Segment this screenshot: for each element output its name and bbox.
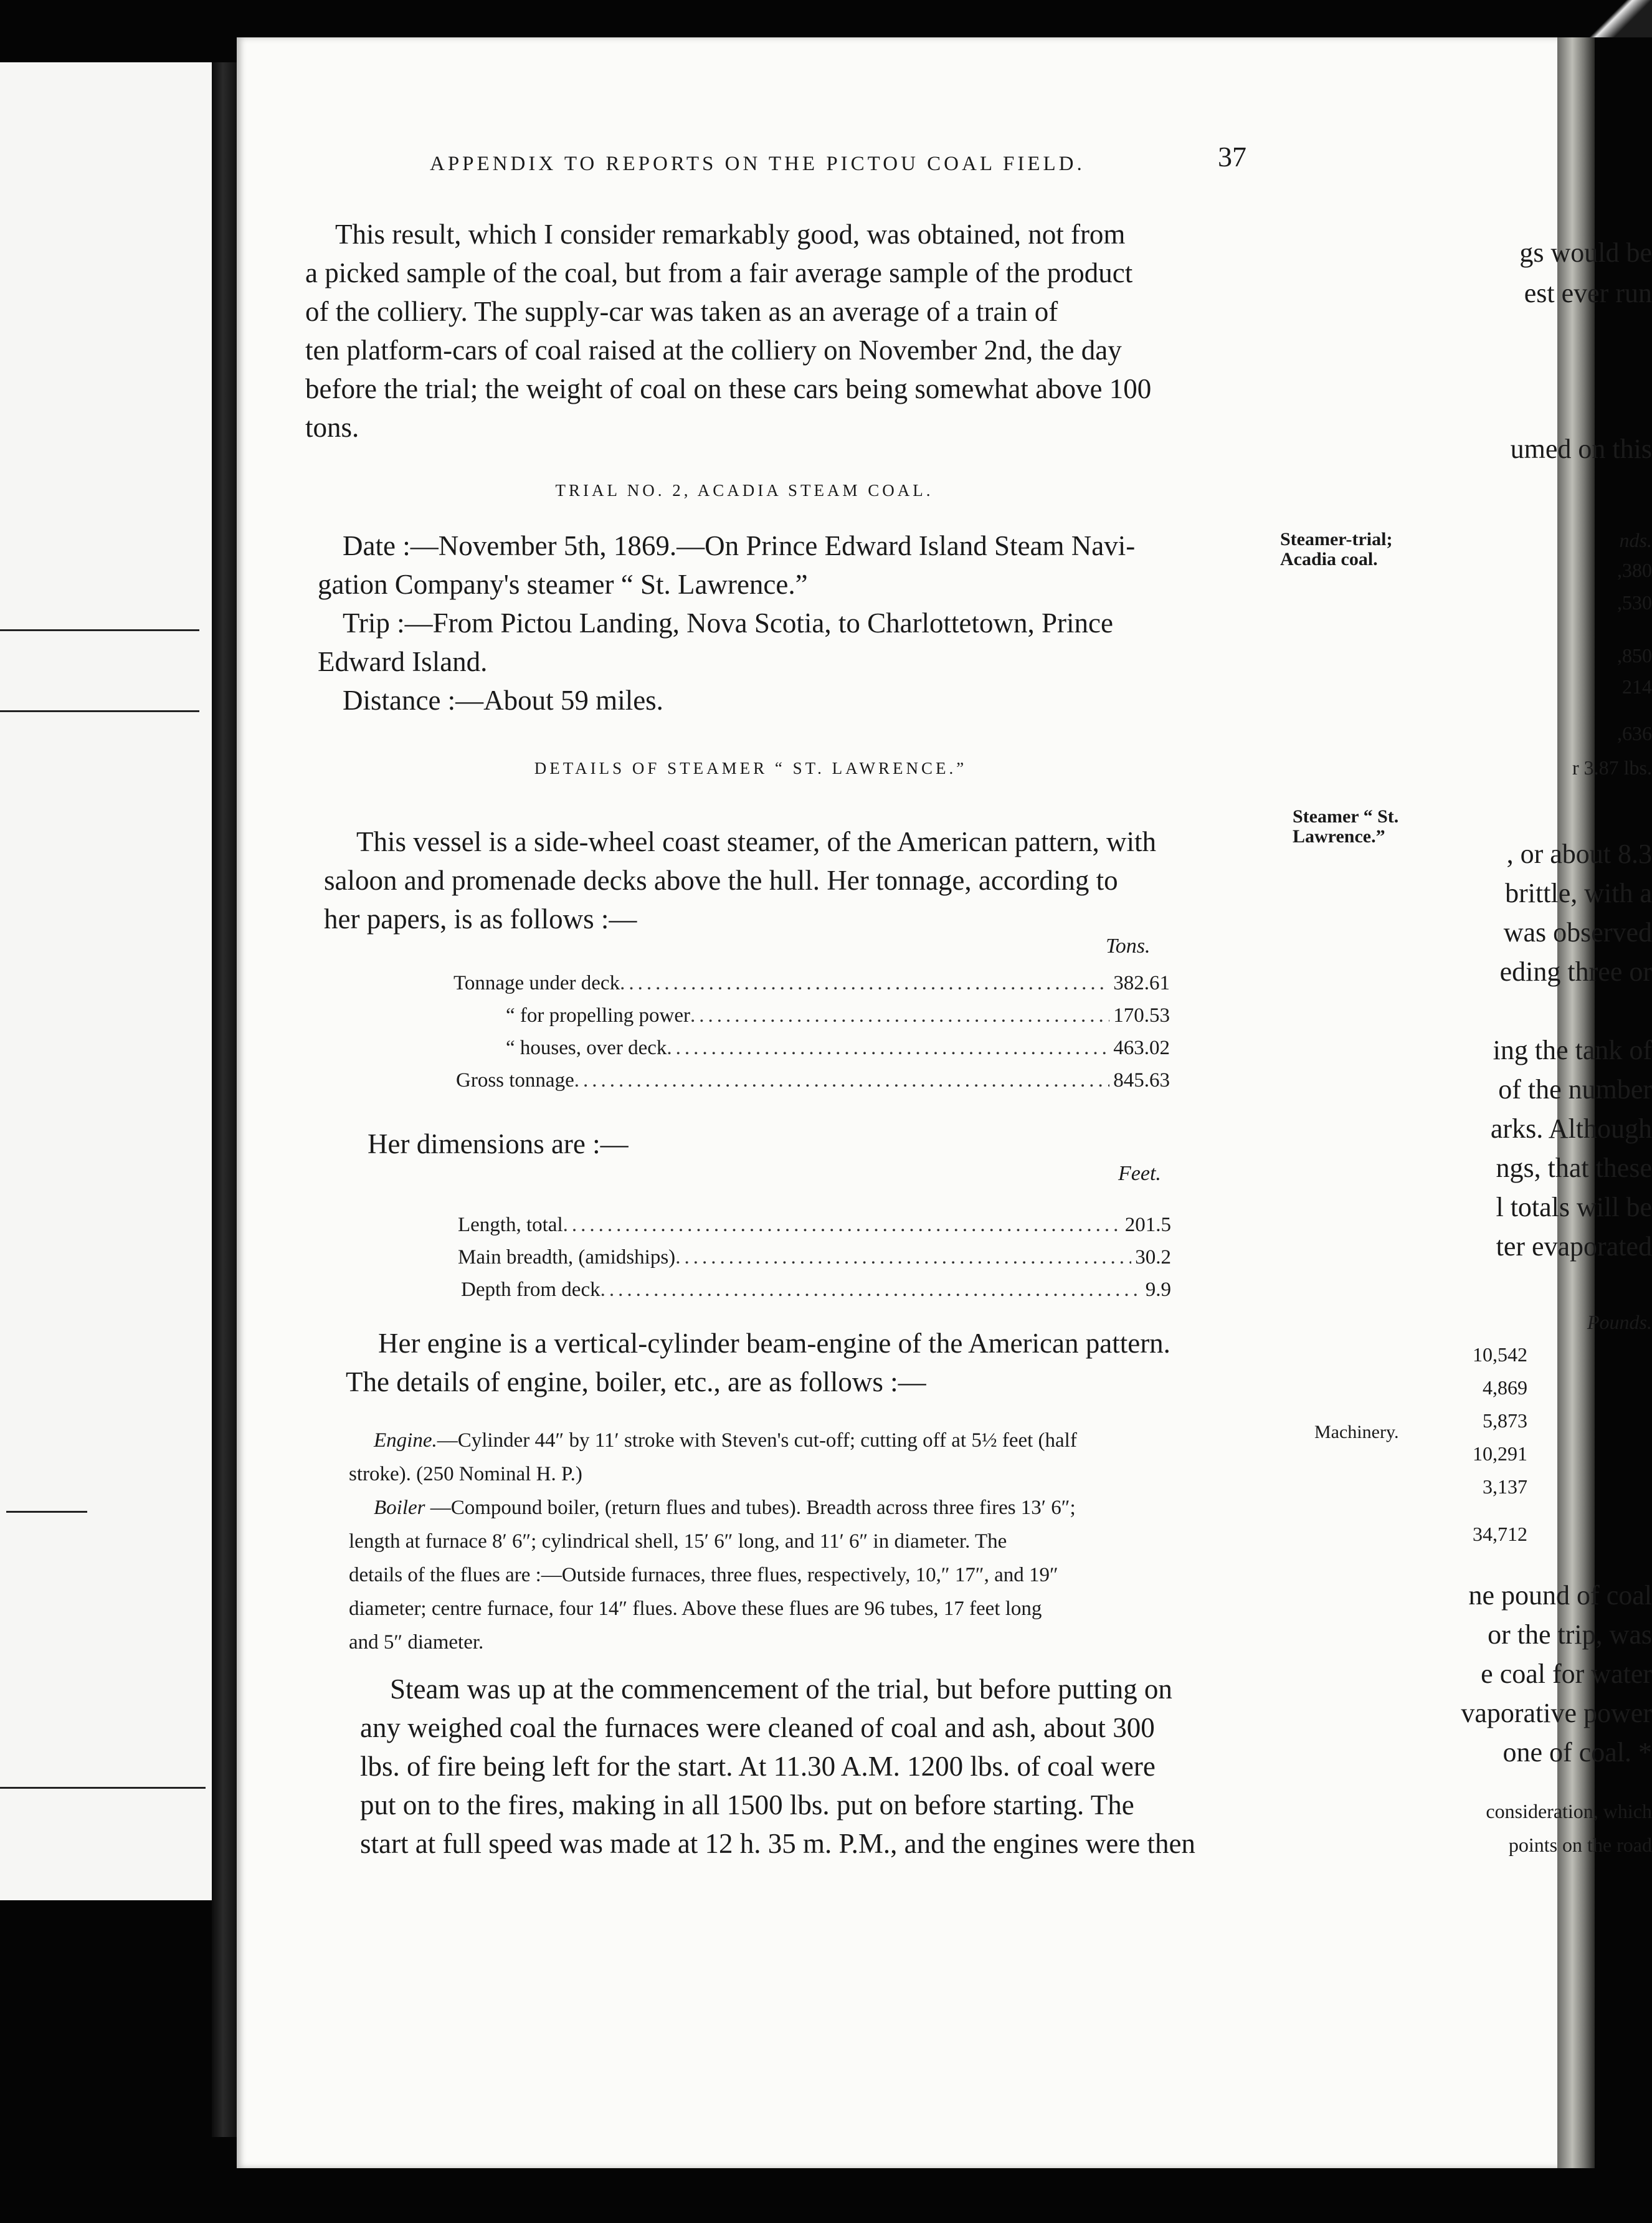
left-page	[0, 62, 212, 1900]
left-line: est ever run	[1524, 278, 1652, 308]
left-line: 3,137	[1483, 1475, 1527, 1498]
left-line: 10,542	[1473, 1343, 1527, 1366]
text-line: start at full speed was made at 12 h. 35 m. P.M., and the engines were then	[360, 1828, 1195, 1859]
left-line: eding three or	[1499, 956, 1652, 987]
text-line: Her engine is a vertical-cylinder beam-engine of the American pattern.	[378, 1328, 1170, 1359]
text-line: saloon and promenade decks above the hull. Her tonnage, according to	[324, 865, 1118, 896]
left-line: ,850	[1617, 644, 1652, 667]
boiler-label: Boiler	[374, 1497, 425, 1519]
left-line: or the trip, was	[1488, 1619, 1652, 1650]
dimensions-intro: Her dimensions are :—	[368, 1128, 629, 1159]
engine-label: Engine.	[374, 1429, 437, 1452]
text-line: Trip :—From Pictou Landing, Nova Scotia, to Charlottetown, Prince	[343, 607, 1113, 639]
machinery-details	[349, 1424, 1077, 1659]
left-line: vaporative power	[1461, 1698, 1652, 1728]
left-line: ter evaporated	[1496, 1231, 1652, 1262]
text-line: Steam was up at the commencement of the trial, but before putting on	[390, 1673, 1172, 1705]
left-line: l totals will be	[1496, 1192, 1652, 1222]
left-line: e coal for water	[1481, 1659, 1652, 1689]
left-line: consideration, which	[1486, 1800, 1652, 1822]
left-line: 4,869	[1483, 1376, 1527, 1399]
section-heading: TRIAL NO. 2, ACADIA STEAM COAL.	[555, 481, 934, 500]
trial-info	[318, 526, 1135, 720]
left-line: nds.	[1619, 529, 1652, 551]
page-number: 37	[1218, 141, 1246, 173]
text-line: length at furnace 8′ 6″; cylindrical shell, 15′ 6″ long, and 11′ 6″ in diameter. The	[349, 1530, 1007, 1553]
steam-paragraph	[360, 1670, 1195, 1863]
text-line: Engine.—Cylinder 44″ by 11′ stroke with Steven's cut-off; cutting off at 5½ feet (half	[374, 1429, 1077, 1452]
margin-note-machinery: Machinery.	[1314, 1422, 1399, 1442]
left-line: 5,873	[1483, 1409, 1527, 1432]
left-rule	[0, 1787, 206, 1789]
dimensions-row: Depth from deck ..... 9.9	[461, 1278, 1171, 1302]
left-rule	[6, 1511, 87, 1513]
left-line: ,530	[1617, 591, 1652, 614]
text-line: ten platform-cars of coal raised at the colliery on November 2nd, the day	[305, 335, 1122, 366]
left-line: brittle, with a	[1505, 878, 1652, 908]
text-line: The details of engine, boiler, etc., are as follows :—	[346, 1366, 926, 1397]
tonnage-row: Gross tonnage ..... 845.63	[456, 1069, 1170, 1092]
text-line: gation Company's steamer “ St. Lawrence.”	[318, 569, 808, 600]
left-line: 10,291	[1473, 1442, 1527, 1465]
tonnage-unit: Tons.	[1106, 935, 1151, 958]
dimensions-row: Main breadth, (amidships) ..... 30.2	[458, 1246, 1171, 1269]
text-line: and 5″ diameter.	[349, 1631, 484, 1654]
text-line: any weighed coal the furnaces were cleaned of coal and ash, about 300	[360, 1712, 1155, 1743]
left-line: , or about 8.3	[1506, 839, 1652, 869]
text-line: lbs. of fire being left for the start. At 11.30 A.M. 1200 lbs. of coal were	[360, 1751, 1156, 1782]
left-line: points on the road	[1508, 1834, 1652, 1856]
book-gutter	[212, 62, 237, 2137]
left-line: one of coal. *	[1502, 1737, 1652, 1768]
margin-note-steamer-name: Steamer “ St. Lawrence.”	[1293, 806, 1399, 847]
dimensions-unit: Feet.	[1118, 1162, 1161, 1185]
left-line: ing the tank of	[1493, 1035, 1652, 1065]
text-line: Edward Island.	[318, 646, 488, 677]
left-line: was observed	[1503, 917, 1652, 948]
intro-paragraph	[305, 215, 1151, 447]
text-line: a picked sample of the coal, but from a fair average sample of the product	[305, 257, 1133, 288]
engine-paragraph	[346, 1324, 1170, 1401]
left-line: umed on this	[1510, 434, 1652, 464]
left-line: Pounds.	[1587, 1311, 1652, 1333]
left-rule	[0, 710, 199, 712]
left-line: ,636	[1617, 722, 1652, 745]
left-line: gs would be	[1519, 237, 1652, 268]
tonnage-row: “ houses, over deck ..... 463.02	[506, 1037, 1170, 1060]
text-line: of the colliery. The supply-car was taken as an average of a train of	[305, 296, 1058, 327]
text-line: This result, which I consider remarkably good, was obtained, not from	[335, 219, 1126, 250]
corner-glare	[1564, 0, 1652, 37]
tonnage-row: “ for propelling power ..... 170.53	[506, 1004, 1170, 1027]
text-line: details of the flues are :—Outside furnaces, three flues, respectively, 10,″ 17″, and 19″	[349, 1564, 1058, 1586]
left-line: ,380	[1617, 559, 1652, 581]
details-heading: DETAILS OF STEAMER “ ST. LAWRENCE.”	[534, 759, 967, 778]
left-line: 214	[1622, 675, 1652, 698]
running-head: APPENDIX TO REPORTS ON THE PICTOU COAL FIELD.	[430, 153, 1085, 175]
text-line: This vessel is a side-wheel coast steamer, of the American pattern, with	[356, 826, 1157, 857]
text-line: her papers, is as follows :—	[324, 903, 637, 935]
left-line: ne pound of coal	[1468, 1580, 1652, 1611]
text-line: Distance :—About 59 miles.	[343, 685, 663, 716]
margin-note-steamer-trial: Steamer-trial; Acadia coal.	[1280, 529, 1393, 569]
left-rule	[0, 629, 199, 631]
left-line: 34,712	[1473, 1523, 1527, 1545]
text-line: stroke). (250 Nominal H. P.)	[349, 1463, 582, 1485]
vessel-paragraph	[324, 822, 1156, 938]
text-line: tons.	[305, 412, 359, 443]
left-line: ngs, that these	[1496, 1153, 1652, 1183]
left-line: arks. Although	[1490, 1113, 1652, 1144]
text-line: put on to the fires, making in all 1500 lbs. put on before starting. The	[360, 1789, 1134, 1821]
text-line: diameter; centre furnace, four 14″ flues. Above these flues are 96 tubes, 17 feet long	[349, 1597, 1042, 1620]
tonnage-row: Tonnage under deck ..... 382.61	[453, 972, 1170, 995]
text-line: Boiler —Compound boiler, (return flues and tubes). Breadth across three fires 13′ 6″;	[374, 1497, 1076, 1519]
left-line: r 3.87 lbs.	[1572, 756, 1652, 779]
text-line: Date :—November 5th, 1869.—On Prince Edward Island Steam Navi-	[343, 530, 1136, 561]
dimensions-row: Length, total ..... 201.5	[458, 1214, 1171, 1237]
left-line: of the number	[1498, 1074, 1652, 1105]
text-line: before the trial; the weight of coal on these cars being somewhat above 100	[305, 373, 1152, 404]
